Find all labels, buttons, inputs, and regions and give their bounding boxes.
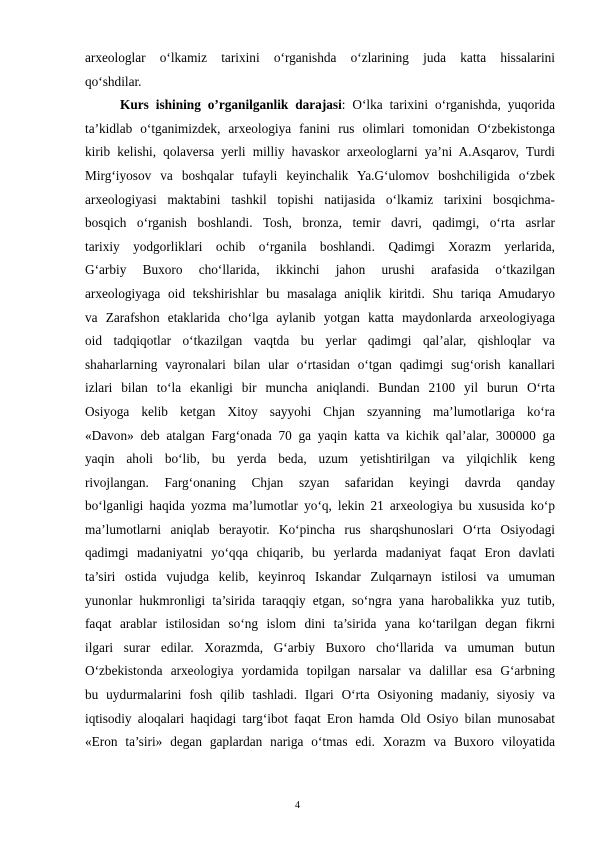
text-line: bosqich o‘rganish boshlandi. Tosh, bronza, temir davri, qadimgi, o‘rta asrlar — [85, 215, 555, 231]
text-line: arxeologiyaga oid tekshirishlar bu masalaga aniqlik kiritdi. Shu tariqa Amudaryo — [85, 285, 555, 301]
text-line: tarixiy yodgorliklari ochib o‘rganila boshlandi. Qadimgi Xorazm yerlarida, — [85, 238, 555, 254]
text-line: bo‘lganligi haqida yozma ma’lumotlar yo‘q, lekin 21 arxeologiya bu xususida ko‘p — [85, 498, 555, 514]
text-line: O‘zbekistonda arxeologiya yordamida topilgan narsalar va dalillar esa G‘arbning — [85, 663, 555, 679]
text-line: ilgari surar edilar. Xorazmda, G‘arbiy Buxoro cho‘llarida va umuman butun — [85, 639, 555, 655]
text-line: kirib kelishi, qolaversa yerli milliy havaskor arxeologlarni ya’ni A.Asqarov, Turdi — [85, 144, 555, 160]
text-line: yunonlar hukmronligi ta’sirida taraqqiy etgan, so‘ngra yana harobalikka yuz tutib, — [85, 592, 555, 608]
text-line: izlari bilan to‘la ekanligi bir muncha aniqlandi. Bundan 2100 yil burun O‘rta — [85, 380, 555, 396]
text-line: yaqin aholi bo‘lib, bu yerda beda, uzum yetishtirilgan va yilqichlik keng — [85, 451, 555, 467]
text-line: shaharlarning vayronalari bilan ular o‘rtasidan o‘tgan qadimgi sug‘orish kanallari — [85, 356, 555, 372]
text-line: va Zarafshon etaklarida cho‘lga aylanib yotgan katta maydonlarda arxeologiyaga — [85, 309, 555, 325]
text-line: «Eron ta’siri» degan gaplardan nariga o‘tmas edi. Xorazm va Buxoro viloyatida — [85, 734, 555, 750]
text-line: faqat arablar istilosidan so‘ng islom dini ta’sirida yana ko‘tarilgan degan fikrni — [85, 616, 555, 632]
section-heading-line — [85, 93, 555, 117]
text-line: arxeologiyasi maktabini tashkil topishi natijasida o‘lkamiz tarixini bosqichma- — [85, 191, 555, 207]
text-line: «Davon» deb atalgan Farg‘onada 70 ga yaqin katta va kichik qal’alar, 300000 ga — [85, 427, 555, 443]
text-line: G‘arbiy Buxoro cho‘llarida, ikkinchi jahon urushi arafasida o‘tkazilgan — [85, 262, 555, 278]
text-line: oid tadqiqotlar o‘tkazilgan vaqtda bu yerlar qadimgi qal’alar, qishloqlar va — [85, 333, 555, 349]
text-fragment: : O‘lka tarixini o‘rganishda, yuqorida — [341, 97, 555, 113]
text-line: Osiyoga kelib ketgan Xitoy sayyohi Chjan szyanning ma’lumotlariga ko‘ra — [85, 403, 555, 419]
text-line: ma’lumotlarni aniqlab berayotir. Ko‘pincha rus sharqshunoslari O‘rta Osiyodagi — [85, 521, 555, 537]
text-line: qo‘shdilar. — [85, 73, 142, 89]
body-text — [85, 46, 555, 754]
text-line: arxeologlar o‘lkamiz tarixini o‘rganishda o‘zlarining juda katta hissalarini — [85, 50, 555, 65]
section-heading: Kurs ishining o’rganilganlik darajasi — [120, 97, 342, 113]
text-line: qadimgi madaniyatni yo‘qqa chiqarib, bu yerlarda madaniyat faqat Eron davlati — [85, 545, 555, 561]
text-line: ta’siri ostida vujudga kelib, keyinroq Iskandar Zulqarnayn istilosi va umuman — [85, 569, 555, 585]
text-line: iqtisodiy aloqalari haqidagi targ‘ibot faqat Eron hamda Old Osiyo bilan munosabat — [85, 710, 555, 726]
page-number: 4 — [295, 800, 300, 811]
text-line: ta’kidlab o‘tganimizdek, arxeologiya fanini rus olimlari tomonidan O‘zbekistonga — [85, 120, 555, 136]
text-line: bu uydurmalarini fosh qilib tashladi. Ilgari O‘rta Osiyoning madaniy, siyosiy va — [85, 687, 555, 703]
text-line: rivojlangan. Farg‘onaning Chjan szyan safaridan keyingi davrda qanday — [85, 474, 555, 490]
text-line: Mirg‘iyosov va boshqalar tufayli keyinchalik Ya.G‘ulomov boshchiligida o‘zbek — [85, 167, 555, 183]
